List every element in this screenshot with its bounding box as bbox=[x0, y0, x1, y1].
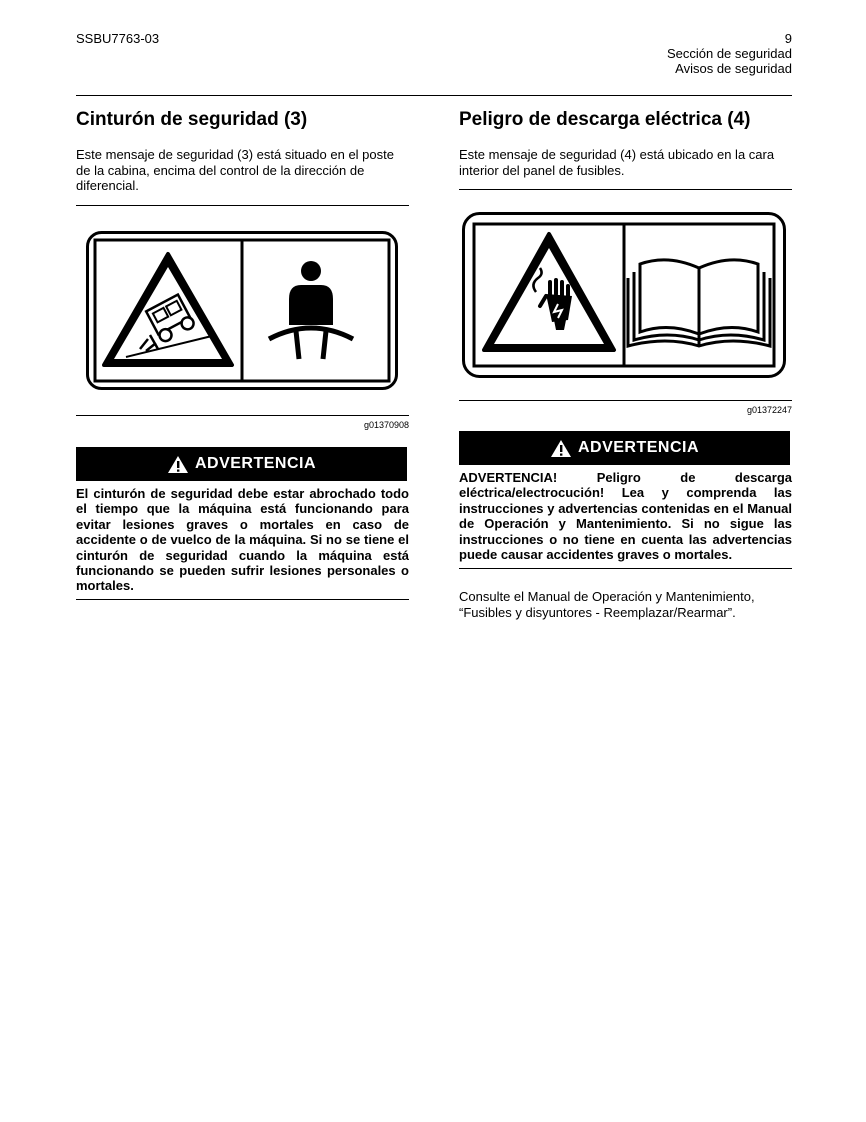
warning-triangle-icon bbox=[550, 439, 572, 458]
seatbelt-figure-id: g01370908 bbox=[363, 420, 409, 430]
seatbelt-figure-divider bbox=[76, 415, 409, 416]
electric-warning-label: ADVERTENCIA bbox=[577, 439, 700, 456]
seatbelt-operator-icon bbox=[269, 261, 353, 359]
seatbelt-warning-banner bbox=[76, 447, 407, 481]
seatbelt-warning-divider bbox=[76, 599, 409, 600]
electric-intro-text: Este mensaje de seguridad (4) está ubicado en la cara interior del panel de fusibles. bbox=[459, 147, 775, 178]
electric-shock-icon bbox=[484, 234, 614, 350]
subsection-title: Avisos de seguridad bbox=[675, 61, 792, 76]
seatbelt-intro-divider bbox=[76, 205, 409, 206]
electric-warning-banner bbox=[459, 431, 790, 465]
electric-figure-divider bbox=[459, 400, 792, 401]
seatbelt-warning-label: ADVERTENCIA bbox=[194, 455, 317, 472]
warning-triangle-icon bbox=[167, 455, 189, 474]
page-header-right bbox=[667, 31, 792, 76]
electric-reference-text: Consulte el Manual de Operación y Mantenimiento, “Fusibles y disyuntores - Reemplazar/Rearmar”. bbox=[459, 589, 755, 620]
open-manual-icon bbox=[628, 260, 770, 346]
electric-intro-divider bbox=[459, 189, 792, 190]
seatbelt-safety-decal bbox=[86, 231, 398, 390]
seatbelt-warning-text: El cinturón de seguridad debe estar abrochado todo el tiempo que la máquina está funcionando para evitar lesiones graves o mortales en caso de accidente o de vuelco de la máquina. Si no se tiene el cinturón de seguridad cuando la máquina está funcionando se pueden sufrir lesiones personales o mortales. bbox=[76, 486, 409, 594]
seatbelt-intro-text: Este mensaje de seguridad (3) está situado en el poste de la cabina, encima del control de la dirección de diferencial. bbox=[76, 147, 394, 193]
electric-figure-id: g01372247 bbox=[746, 405, 792, 415]
seatbelt-section-title: Cinturón de seguridad (3) bbox=[76, 109, 308, 130]
electric-warning-text: ADVERTENCIA! Peligro de descarga eléctrica/electrocución! Lea y comprenda las instrucciones y advertencias contenidas en el Manual de Operación y Mantenimiento. Si no sigue las instrucciones o no tiene en cuenta las advertencias puede causar accidentes graves o mortales. bbox=[459, 470, 792, 563]
electric-section-title: Peligro de descarga eléctrica (4) bbox=[459, 109, 751, 130]
electric-safety-decal bbox=[462, 212, 786, 378]
header-divider bbox=[76, 95, 792, 96]
section-title: Sección de seguridad bbox=[666, 46, 792, 61]
rollover-hazard-icon bbox=[104, 254, 232, 365]
electric-warning-divider bbox=[459, 568, 792, 569]
page-number: 9 bbox=[784, 31, 792, 46]
document-code: SSBU7763-03 bbox=[76, 31, 160, 46]
